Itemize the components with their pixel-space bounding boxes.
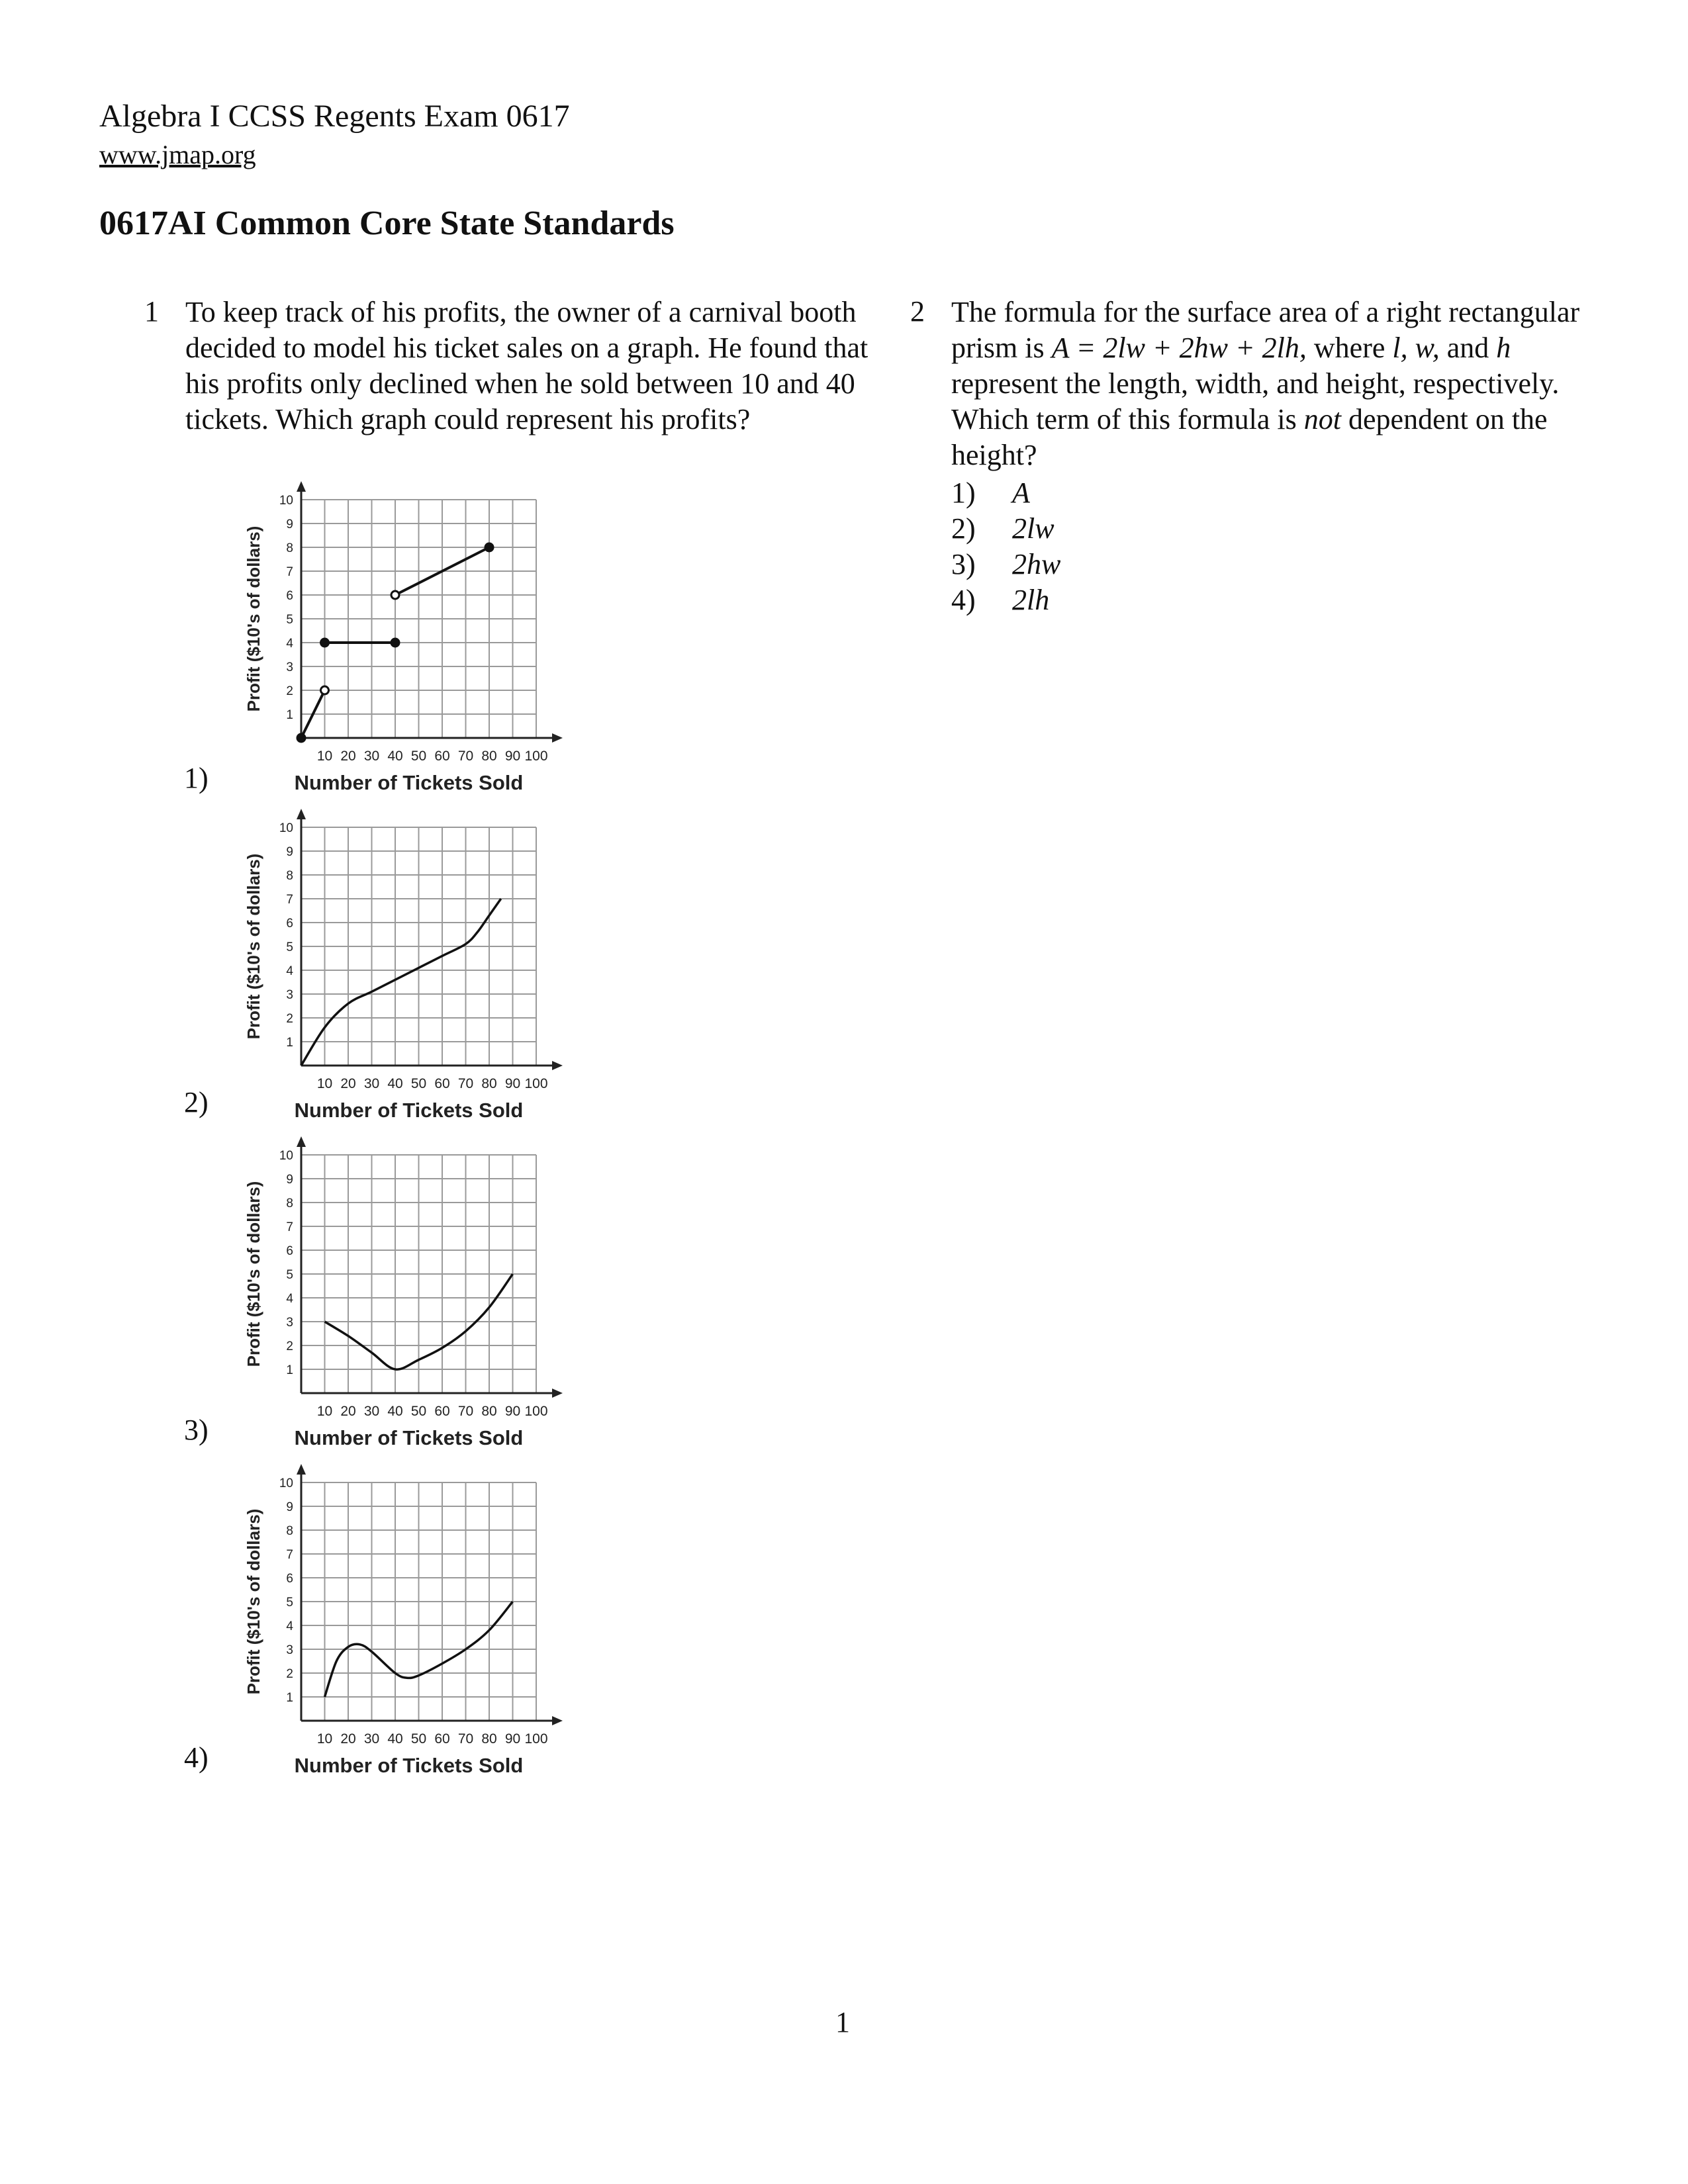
x-axis-title: Number of Tickets Sold — [294, 771, 524, 794]
x-tick-label: 20 — [340, 1404, 356, 1419]
question-1-text: To keep track of his profits, the owner of a carnival booth decided to model his ticket sales on a graph. He found that his profits only declined when he sold between 10 and 40 tickets. Which graph could represent his profits? — [185, 296, 868, 435]
y-tick-label: 1 — [286, 708, 293, 722]
q2-var-l: l, — [1392, 332, 1408, 364]
closed-endpoint — [485, 543, 493, 551]
graph-4-svg — [238, 1449, 569, 1787]
option-label: 1) — [951, 477, 976, 509]
x-tick-label: 100 — [524, 1404, 548, 1419]
x-tick-label: 50 — [410, 1731, 427, 1747]
y-axis-title: Profit ($10's of dollars) — [244, 853, 263, 1040]
y-tick-label: 2 — [286, 684, 293, 698]
x-tick-label: 80 — [481, 1731, 497, 1747]
x-tick-label: 90 — [504, 1731, 521, 1747]
x-tick-label: 40 — [387, 1404, 403, 1419]
x-tick-label: 10 — [316, 749, 333, 764]
x-tick-label: 90 — [504, 1076, 521, 1091]
q2-text-part: represent the length, width, and height, respectively. Which term of this formula is — [951, 367, 1560, 435]
y-axis-arrow-icon — [297, 1136, 306, 1147]
q1-graph-3 — [238, 1122, 569, 1459]
y-tick-label: 1 — [286, 1036, 293, 1050]
q2-emphasis-not: not — [1303, 403, 1342, 435]
q1-option-4-label: 4) — [184, 1741, 209, 1774]
y-tick-label: 4 — [286, 1292, 293, 1306]
x-tick-label: 60 — [434, 1731, 450, 1747]
y-tick-label: 10 — [279, 494, 293, 508]
y-tick-label: 2 — [286, 1340, 293, 1353]
x-tick-label: 80 — [481, 1404, 497, 1419]
page-number: 1 — [835, 2006, 850, 2038]
question-1-number: 1 — [144, 295, 159, 328]
option-label: 3) — [951, 548, 976, 580]
q2-formula: A = 2lw + 2hw + 2lh, — [1051, 332, 1307, 364]
y-tick-label: 6 — [286, 1244, 293, 1258]
y-tick-label: 5 — [286, 1596, 293, 1610]
x-tick-label: 50 — [410, 1076, 427, 1091]
jmap-link[interactable]: www.jmap.org — [99, 140, 256, 169]
y-tick-label: 3 — [286, 1316, 293, 1330]
option-label: 4) — [951, 584, 976, 616]
x-tick-label: 50 — [410, 749, 427, 764]
closed-endpoint — [321, 639, 329, 647]
y-tick-label: 8 — [286, 541, 293, 555]
x-tick-label: 70 — [457, 749, 474, 764]
q1-option-2-label: 2) — [184, 1086, 209, 1118]
x-tick-label: 90 — [504, 1404, 521, 1419]
x-axis-title: Number of Tickets Sold — [294, 1754, 524, 1777]
x-tick-label: 30 — [363, 1404, 380, 1419]
y-axis-arrow-icon — [297, 481, 306, 492]
x-tick-label: 70 — [457, 1404, 474, 1419]
q2-text-part: The formula for the surface area of a right rectangular prism is — [951, 296, 1580, 364]
x-tick-label: 50 — [410, 1404, 427, 1419]
y-tick-label: 3 — [286, 988, 293, 1002]
option-value: 2hw — [1012, 548, 1061, 580]
y-axis-arrow-icon — [297, 809, 306, 819]
y-tick-label: 7 — [286, 1220, 293, 1234]
y-axis-arrow-icon — [297, 1464, 306, 1475]
q1-graph-4 — [238, 1449, 569, 1787]
x-tick-label: 80 — [481, 749, 497, 764]
q2-var-w: w, — [1415, 332, 1440, 364]
y-tick-label: 2 — [286, 1667, 293, 1681]
graph-1-svg — [238, 467, 569, 804]
question-2-number: 2 — [910, 295, 925, 328]
y-tick-label: 7 — [286, 893, 293, 907]
y-tick-label: 10 — [279, 821, 293, 835]
y-tick-label: 9 — [286, 518, 293, 531]
y-tick-label: 5 — [286, 613, 293, 627]
y-tick-label: 7 — [286, 565, 293, 579]
q2-options — [951, 476, 1150, 619]
y-tick-label: 7 — [286, 1548, 293, 1562]
q2-text-part: dependent on the height? — [951, 403, 1548, 471]
y-tick-label: 5 — [286, 1268, 293, 1282]
y-tick-label: 1 — [286, 1691, 293, 1705]
x-tick-label: 30 — [363, 749, 380, 764]
y-tick-label: 10 — [279, 1477, 293, 1490]
q1-graph-2 — [238, 794, 569, 1132]
option-value: A — [1012, 477, 1030, 509]
x-tick-label: 100 — [524, 1076, 548, 1091]
x-tick-label: 70 — [457, 1731, 474, 1747]
open-endpoint — [321, 686, 329, 694]
x-tick-label: 60 — [434, 749, 450, 764]
graph-2-svg — [238, 794, 569, 1132]
y-axis-title: Profit ($10's of dollars) — [244, 1181, 263, 1367]
x-axis-arrow-icon — [552, 1716, 563, 1725]
y-tick-label: 4 — [286, 637, 293, 651]
x-tick-label: 40 — [387, 1076, 403, 1091]
x-tick-label: 60 — [434, 1404, 450, 1419]
y-tick-label: 5 — [286, 940, 293, 954]
x-tick-label: 30 — [363, 1076, 380, 1091]
y-tick-label: 8 — [286, 1197, 293, 1210]
q1-graph-1 — [238, 467, 569, 804]
y-tick-label: 3 — [286, 660, 293, 674]
exam-title: Algebra I CCSS Regents Exam 0617 — [99, 99, 570, 134]
y-tick-label: 8 — [286, 1524, 293, 1538]
x-axis-arrow-icon — [552, 1061, 563, 1070]
question-2-text — [951, 295, 1613, 473]
x-tick-label: 100 — [524, 1731, 548, 1747]
x-tick-label: 40 — [387, 1731, 403, 1747]
x-tick-label: 90 — [504, 749, 521, 764]
y-axis-title: Profit ($10's of dollars) — [244, 1508, 263, 1695]
x-axis-title: Number of Tickets Sold — [294, 1099, 524, 1122]
x-tick-label: 60 — [434, 1076, 450, 1091]
y-tick-label: 6 — [286, 917, 293, 931]
y-tick-label: 4 — [286, 1619, 293, 1633]
x-tick-label: 70 — [457, 1076, 474, 1091]
q2-option-3[interactable] — [951, 547, 1150, 583]
q2-option-1[interactable] — [951, 476, 1150, 512]
y-tick-label: 8 — [286, 869, 293, 883]
document-title: 0617AI Common Core State Standards — [99, 205, 675, 242]
q2-text-part: where — [1306, 332, 1393, 364]
x-tick-label: 100 — [524, 749, 548, 764]
y-tick-label: 1 — [286, 1363, 293, 1377]
y-tick-label: 4 — [286, 964, 293, 978]
y-tick-label: 10 — [279, 1149, 293, 1163]
x-tick-label: 20 — [340, 1076, 356, 1091]
graph-3-svg — [238, 1122, 569, 1459]
option-value: 2lw — [1012, 512, 1055, 545]
option-value: 2lh — [1012, 584, 1050, 616]
y-tick-label: 9 — [286, 1173, 293, 1187]
x-tick-label: 80 — [481, 1076, 497, 1091]
q2-text-part: and — [1439, 332, 1497, 364]
series-line — [301, 899, 501, 1066]
x-tick-label: 20 — [340, 749, 356, 764]
x-axis-arrow-icon — [552, 733, 563, 743]
x-tick-label: 10 — [316, 1731, 333, 1747]
q1-option-1-label: 1) — [184, 762, 209, 794]
y-tick-label: 2 — [286, 1012, 293, 1026]
x-tick-label: 40 — [387, 749, 403, 764]
y-tick-label: 3 — [286, 1643, 293, 1657]
x-tick-label: 10 — [316, 1404, 333, 1419]
x-tick-label: 20 — [340, 1731, 356, 1747]
x-axis-title: Number of Tickets Sold — [294, 1426, 524, 1449]
closed-endpoint — [391, 639, 399, 647]
y-tick-label: 6 — [286, 589, 293, 603]
q2-var-h: h — [1496, 332, 1511, 364]
y-tick-label: 6 — [286, 1572, 293, 1586]
q1-option-3-label: 3) — [184, 1414, 209, 1446]
q2-option-4[interactable] — [951, 583, 1150, 619]
x-tick-label: 10 — [316, 1076, 333, 1091]
x-tick-label: 30 — [363, 1731, 380, 1747]
open-endpoint — [391, 591, 399, 599]
option-label: 2) — [951, 512, 976, 545]
q2-option-2[interactable] — [951, 512, 1150, 547]
y-axis-title: Profit ($10's of dollars) — [244, 525, 263, 712]
y-tick-label: 9 — [286, 845, 293, 859]
closed-endpoint — [297, 734, 305, 742]
x-axis-arrow-icon — [552, 1388, 563, 1398]
y-tick-label: 9 — [286, 1500, 293, 1514]
